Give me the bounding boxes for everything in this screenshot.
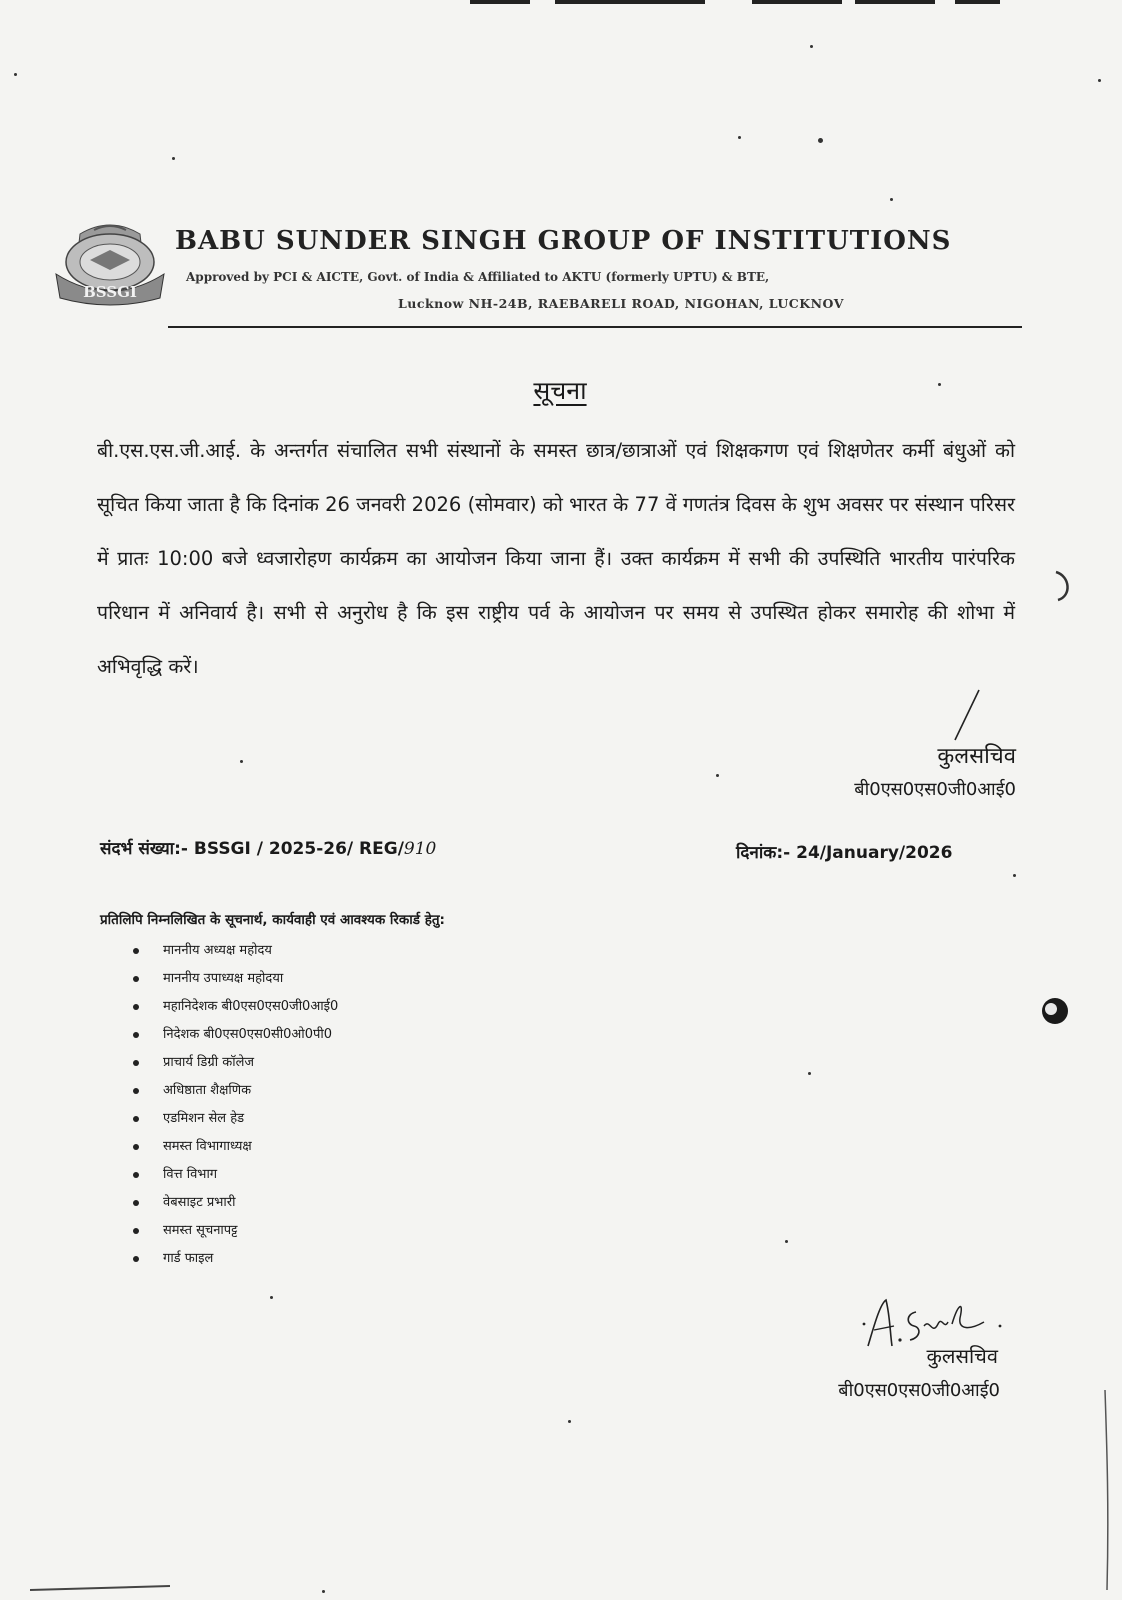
list-item: महानिदेशक बी0एस0एस0जी0आई0: [133, 993, 338, 1021]
notice-body: बी.एस.एस.जी.आई. के अन्तर्गत संचालित सभी संस्थानों के समस्त छात्र/छात्राओं एवं शिक्षकगण एवं शिक्षणेतर कर्मी बंधुओं को सूचित किया जाता है कि दिनांक 26 जनवरी 2026 (सोमवार) को भारत के 77 वें गणतंत्र दिवस के शुभ अवसर पर संस्थान परिसर में प्रातः 10:00 बजे ध्वजारोहण कार्यक्रम का आयोजन किया जाना हैं। उक्त कार्यक्रम में सभी की उपस्थिति भारतीय पारंपरिक परिधान में अनिवार्य है। सभी से अनुरोध है कि इस राष्ट्रीय पर्व के आयोजन पर समय से उपस्थित होकर समारोह की शोभा में अभिवृद्धि करें।: [97, 439, 1015, 678]
list-item: अधिष्ठाता शैक्षणिक: [133, 1077, 338, 1105]
issue-date: [736, 840, 952, 863]
margin-punch-mark: [1050, 568, 1080, 604]
reference-value: BSSGI / 2025-26/ REG/: [193, 839, 404, 859]
scan-edge-shadow: [1095, 1390, 1115, 1590]
scan-speck: [322, 1590, 325, 1593]
scan-speck: [810, 45, 813, 48]
copy-to-heading: प्रतिलिपि निम्नलिखित के सूचनार्थ, कार्यवाही एवं आवश्यक रिकार्ड हेतु:: [100, 912, 445, 928]
signatory-title: कुलसचिव: [926, 1344, 998, 1368]
scan-speck: [938, 383, 941, 386]
reference-handwritten-number: 910: [403, 839, 437, 859]
notice-title: सूचना: [533, 376, 587, 405]
scan-speck: [818, 138, 823, 143]
reference-number: [100, 836, 436, 859]
list-item: माननीय उपाध्यक्ष महोदया: [133, 965, 338, 993]
list-item: गार्ड फाइल: [133, 1245, 338, 1273]
list-item: समस्त सूचनापट्ट: [133, 1217, 338, 1245]
scan-speck: [1098, 79, 1101, 82]
scan-edge-marks: [0, 0, 1122, 6]
header-divider: [168, 326, 1022, 328]
list-item: एडमिशन सेल हेड: [133, 1105, 338, 1133]
list-item: निदेशक बी0एस0एस0सी0ओ0पी0: [133, 1021, 338, 1049]
institution-approval: Approved by PCI & AICTE, Govt. of India & Affiliated to AKTU (formerly UPTU) & BTE,: [186, 270, 770, 284]
scan-speck: [270, 1296, 273, 1299]
scan-speck: [240, 760, 243, 763]
scan-speck: [808, 1072, 811, 1075]
institution-address: Lucknow NH-24B, RAEBARELI ROAD, NIGOHAN, LUCKNOV: [398, 296, 844, 311]
list-item: माननीय अध्यक्ष महोदय: [133, 937, 338, 965]
date-value: 24/January/2026: [796, 843, 953, 863]
scan-speck: [568, 1420, 571, 1423]
scan-speck: [738, 136, 741, 139]
copy-to-list: [133, 937, 338, 1273]
list-item: वेबसाइट प्रभारी: [133, 1189, 338, 1217]
institution-name: BABU SUNDER SINGH GROUP OF INSTITUTIONS: [175, 226, 952, 256]
list-item: वित्त विभाग: [133, 1161, 338, 1189]
scan-edge-shadow: [30, 1582, 170, 1598]
signatory-org: बी0एस0एस0जी0आई0: [854, 779, 1016, 800]
date-label: दिनांक:-: [736, 843, 791, 863]
scan-speck: [890, 198, 893, 201]
margin-punch-hole: [1038, 994, 1072, 1028]
scan-speck: [1013, 874, 1016, 877]
initial-mark: [945, 688, 985, 748]
institution-logo: [50, 212, 170, 307]
scan-speck: [172, 157, 175, 160]
scan-speck: [14, 73, 17, 76]
signatory-title: कुलसचिव: [937, 744, 1016, 769]
reference-label: संदर्भ संख्या:-: [100, 839, 188, 859]
logo-text: BSSGI: [83, 283, 137, 301]
scan-speck: [716, 774, 719, 777]
list-item: समस्त विभागाध्यक्ष: [133, 1133, 338, 1161]
signatory-org: बी0एस0एस0जी0आई0: [838, 1380, 1000, 1401]
list-item: प्राचार्य डिग्री कॉलेज: [133, 1049, 338, 1077]
scan-speck: [785, 1240, 788, 1243]
